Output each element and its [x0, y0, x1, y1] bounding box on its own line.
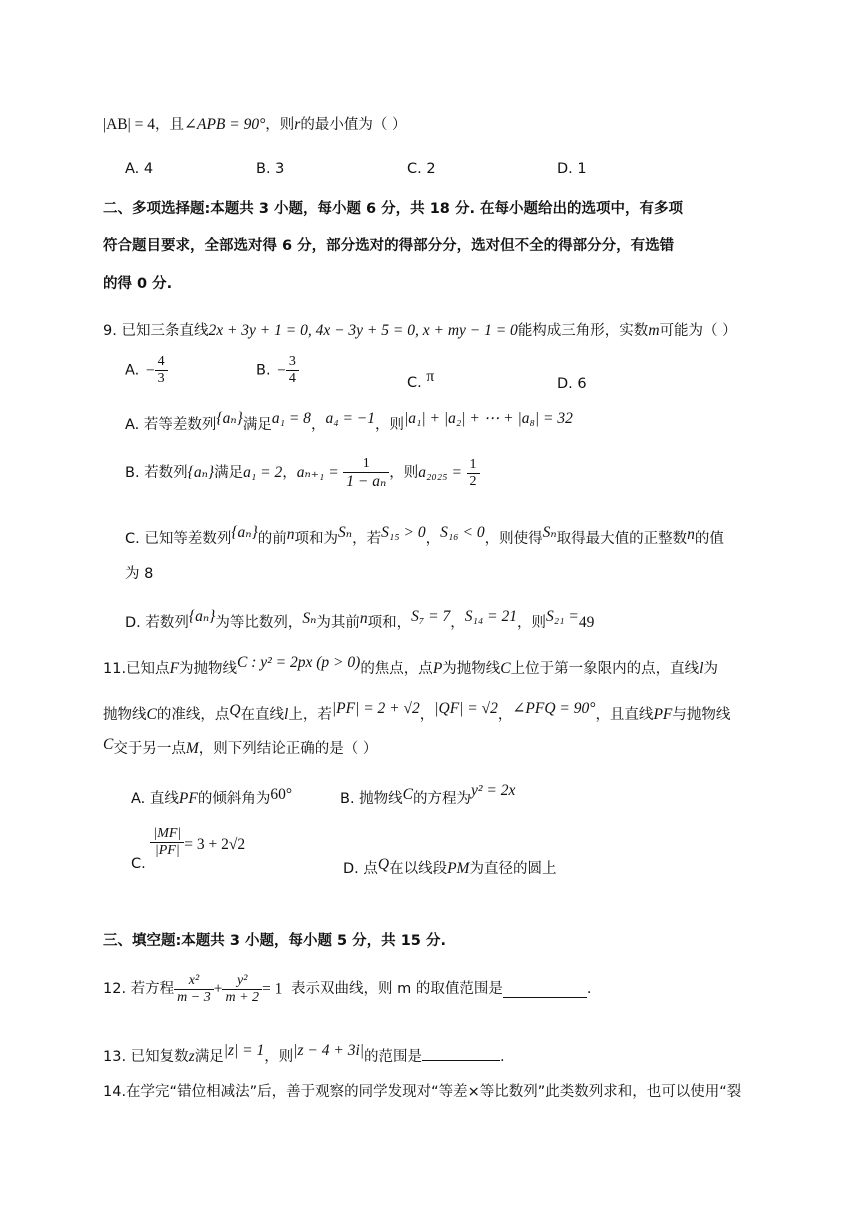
q11-option-b-value: y² = 2x	[471, 782, 516, 799]
q11-text: 上位于第一象限内的点，直线	[510, 661, 700, 677]
q10-b-lhs: aₙ₊₁ =	[296, 464, 339, 482]
q9-option-b-label: B.	[256, 362, 271, 379]
frac-den: 2	[469, 473, 477, 489]
frac-den: 3	[157, 371, 165, 387]
q11-option-d-text: 为直径的圆上	[469, 861, 557, 877]
q13-prefix: 13. 已知复数	[103, 1049, 189, 1065]
q11-option-a	[131, 787, 292, 808]
q11-option-d-text: 在以线段	[389, 861, 448, 877]
q12-rhs: = 1	[262, 980, 283, 998]
q10-a-mid: 满足	[242, 417, 272, 433]
q10-c-sn: Sₙ	[542, 524, 557, 541]
section2-heading-line1: 二、多项选择题:本题共 3 小题，每小题 6 分，共 18 分. 在每小题给出的选项中，有多项	[103, 201, 683, 217]
q9-option-c	[407, 368, 435, 392]
section3-heading: 三、填空题:本题共 3 小题，每小题 5 分，共 15 分.	[103, 933, 446, 949]
q10-b-comma: ，	[282, 464, 297, 481]
q11-option-a-text: A. 直线	[131, 791, 179, 807]
q8-option-b: B. 3	[256, 161, 285, 177]
q10-c-text: 取得最大值的正整数	[556, 531, 688, 547]
q10-d-cond3: S₂₁ =	[545, 608, 579, 625]
q11-option-a-value: 60°	[270, 786, 293, 803]
q11-var-m: M	[185, 740, 199, 757]
q8-abs-ab: |AB| = 4	[103, 116, 155, 133]
q8-angle: ∠APB = 90°	[183, 116, 266, 133]
q10-d-text: ，则	[516, 615, 546, 631]
q11-pf: |PF| = 2 + √2	[331, 700, 420, 717]
q11-option-c-label: C.	[131, 856, 146, 872]
frac-num: 1	[467, 457, 480, 474]
q10-c-text: 的前	[257, 531, 287, 547]
q9-option-d: D. 6	[557, 376, 587, 392]
q11-text: 11.已知点	[103, 661, 170, 677]
q9-option-b-minus: −	[277, 361, 286, 379]
q13-expr: |z − 4 + 3i|	[293, 1042, 365, 1059]
q13-end: .	[500, 1049, 505, 1065]
q11-text: ，则下列结论正确的是（ ）	[198, 741, 378, 757]
q10-c-text: ，若	[352, 531, 382, 547]
q11-option-a-text: 的倾斜角为	[197, 791, 271, 807]
q11-stem-line1	[103, 654, 718, 679]
q9-option-c-label: C.	[407, 375, 422, 391]
q11-var-q: Q	[229, 702, 241, 719]
q11-option-b-text: B. 抛物线	[340, 791, 403, 807]
q9-option-c-pi: π	[426, 368, 435, 385]
frac-num: 1	[343, 456, 389, 473]
q11-var-c: C	[402, 786, 414, 803]
q8-text: 的最小值为（ ）	[300, 117, 407, 133]
q13-answer-blank[interactable]	[422, 1046, 500, 1061]
q11-var-q: Q	[377, 856, 390, 873]
q8-text: ，且	[154, 117, 184, 133]
section2-heading-line2: 符合题目要求，全部选对得 6 分，部分选对的得部分分，选对但不全的得部分分，有选错	[103, 238, 675, 254]
q10-c-n: n	[286, 526, 295, 543]
q11-var-l: l	[699, 660, 704, 677]
q10-d-cond2: S₁₄ = 21	[464, 608, 517, 625]
q11-text: 为抛物线	[442, 661, 501, 677]
q10-c-cond1: S₁₅ > 0	[381, 524, 426, 541]
q9-option-a-label: A.	[125, 362, 140, 379]
q11-option-d	[343, 857, 556, 878]
q10-c-cond2: S₁₆ < 0	[440, 524, 485, 541]
section2-heading-line3: 的得 0 分.	[103, 276, 173, 292]
q11-var-pf: PF	[653, 706, 673, 723]
q10-option-d: D. 若数列{aₙ}为等比数列，Sₙ为其前n项和，S₇ = 7，S₁₄ = 21，则S₂₁ =49	[125, 608, 595, 631]
q12-suffix: 表示双曲线，则 m 的取值范围是	[291, 980, 503, 997]
q12-fraction-2	[222, 973, 262, 1006]
q10-b-seq: {aₙ}	[187, 464, 215, 482]
q10-c-prefix: C. 已知等差数列	[125, 531, 232, 547]
frac-num: x²	[174, 973, 214, 990]
q11-text: 与抛物线	[672, 707, 731, 723]
frac-den: 1 − aₙ	[346, 473, 387, 491]
q9-option-a-fraction	[155, 354, 168, 387]
q13-text: ，则	[264, 1049, 294, 1065]
q11-option-b-text: 的方程为	[413, 791, 472, 807]
q10-a-cond1: a₁ = 8	[271, 410, 311, 427]
q10-c-text: 的值	[694, 531, 724, 547]
q8-option-c: C. 2	[407, 161, 436, 177]
q9-option-b	[256, 354, 299, 387]
q10-b-mid: 满足	[214, 464, 244, 481]
q10-b-result-fraction	[467, 457, 480, 490]
q14-stem: 14.在学完“错位相减法”后，善于观察的同学发现对“等差×等比数列”此类数列求和，也可以使用“裂	[103, 1084, 742, 1100]
q11-curve-eq: C : y² = 2px (p > 0)	[237, 654, 361, 671]
q10-a-cond2: a₄ = −1	[325, 410, 375, 427]
q10-c-sn: Sₙ	[338, 524, 353, 541]
q10-c-text: 项和为	[294, 531, 339, 547]
q11-text: 交于另一点	[113, 741, 186, 757]
q10-option-a: A. 若等差数列{aₙ}满足a₁ = 8，a₄ = −1，则|a₁| + |a₂| + ⋯ + |a₈| = 32	[125, 410, 573, 433]
frac-num: 4	[155, 354, 168, 371]
q10-d-value: 49	[578, 614, 595, 631]
q8-var-r: r	[294, 116, 301, 133]
q10-option-c: C. 已知等差数列{aₙ}的前n项和为Sₙ，若S₁₅ > 0，S₁₆ < 0，则使得Sₙ取得最大值的正整数n的值	[125, 524, 724, 547]
q12-answer-blank[interactable]	[503, 981, 587, 998]
q11-var-pf: PF	[178, 790, 198, 807]
q11-text: 为抛物线	[179, 661, 238, 677]
q12-stem	[103, 973, 591, 1006]
q9-text: 能构成三角形，实数	[517, 323, 649, 339]
q10-c-text: ，则使得	[484, 531, 543, 547]
q9-prefix: 9. 已知三条直线	[103, 323, 209, 339]
q9-text: 可能为（ ）	[659, 323, 737, 339]
q10-a-result: |a₁| + |a₂| + ⋯ + |a₈| = 32	[404, 410, 573, 427]
q10-c-seq: {aₙ}	[231, 524, 258, 541]
q12-prefix: 12. 若方程	[103, 980, 175, 997]
q10-b-then: ，则	[389, 464, 419, 481]
q12-end: .	[586, 980, 592, 997]
q10-b-res-lhs: a₂₀₂₅ =	[418, 464, 462, 482]
q8-text: ，则	[265, 117, 295, 133]
frac-den: m + 2	[225, 990, 260, 1006]
frac-den: 4	[288, 371, 296, 387]
q8-option-d: D. 1	[557, 161, 587, 177]
q13-stem	[103, 1042, 505, 1067]
q11-option-c-rhs: = 3 + 2√2	[184, 836, 246, 853]
q13-text: 满足	[194, 1049, 224, 1065]
q9-option-a	[125, 354, 168, 387]
q10-b-cond1: a₁ = 2	[243, 464, 283, 482]
q11-option-c-fraction	[150, 826, 184, 859]
q10-c-n: n	[687, 526, 695, 543]
q11-var-f: F	[169, 660, 180, 677]
q8-option-a: A. 4	[125, 161, 154, 177]
q11-text: 的准线，点	[156, 707, 230, 723]
q12-fraction-1	[174, 973, 214, 1006]
q10-option-c-line2: 为 8	[125, 566, 154, 582]
q11-text: 抛物线	[103, 707, 147, 723]
q11-qf: |QF| = √2	[434, 700, 498, 717]
q11-var-c: C	[103, 736, 114, 753]
q11-var-c: C	[500, 660, 511, 677]
q9-var-m: m	[648, 322, 660, 339]
q13-text: 的范围是	[364, 1049, 423, 1065]
q10-d-cond1: S₇ = 7	[411, 608, 451, 625]
q10-b-prefix: B. 若数列	[125, 464, 188, 481]
q11-text: 在直线	[240, 707, 285, 723]
frac-den: m − 3	[177, 990, 211, 1006]
q10-a-then: ，则	[375, 417, 404, 433]
q10-d-text: 为其前	[316, 615, 360, 631]
q9-option-b-fraction	[286, 354, 299, 387]
q11-text: 为	[703, 661, 718, 677]
q11-text: 的焦点，点	[360, 661, 433, 677]
q9-option-a-minus: −	[145, 361, 155, 379]
q11-stem-line3	[103, 736, 378, 759]
q11-option-c	[131, 826, 245, 872]
frac-num: 3	[286, 354, 299, 371]
q11-stem-line2: 抛物线C的准线，点Q在直线l上，若|PF| = 2 + √2，|QF| = √2，∠PFQ = 90°，且直线PF与抛物线	[103, 700, 731, 723]
q11-pfq: ∠PFQ = 90°	[512, 700, 596, 717]
q10-d-prefix: D. 若数列	[125, 615, 189, 631]
q9-stem	[103, 322, 737, 341]
q12-plus: +	[213, 980, 223, 998]
q10-d-sn: Sₙ	[302, 610, 317, 627]
q10-d-n: n	[359, 610, 368, 627]
q11-var-pm: PM	[447, 860, 470, 877]
q10-d-text: 为等比数列，	[215, 615, 303, 631]
q8-condition-line	[103, 116, 406, 135]
q11-var-l: l	[284, 706, 289, 723]
q13-cond: |z| = 1	[223, 1042, 265, 1059]
q10-b-fraction	[343, 456, 389, 491]
q9-lines: 2x + 3y + 1 = 0, 4x − 3y + 5 = 0, x + my − 1 = 0	[208, 322, 518, 339]
q10-d-text: 项和，	[367, 615, 412, 631]
q11-var-p: P	[432, 660, 443, 677]
q11-option-d-text: D. 点	[343, 861, 378, 877]
q10-d-seq: {aₙ}	[188, 608, 216, 625]
q10-option-b	[125, 456, 480, 491]
q13-var-z: z	[188, 1048, 195, 1065]
q10-a-prefix: A. 若等差数列	[125, 417, 217, 433]
q11-var-c: C	[146, 706, 157, 723]
frac-num: |MF|	[150, 826, 184, 843]
q11-text: ，且直线	[595, 707, 654, 723]
q11-text: 上，若	[288, 707, 332, 723]
q11-option-b	[340, 782, 516, 808]
frac-num: y²	[222, 973, 262, 990]
q10-a-seq: {aₙ}	[216, 410, 243, 427]
frac-den: |PF|	[154, 843, 180, 859]
